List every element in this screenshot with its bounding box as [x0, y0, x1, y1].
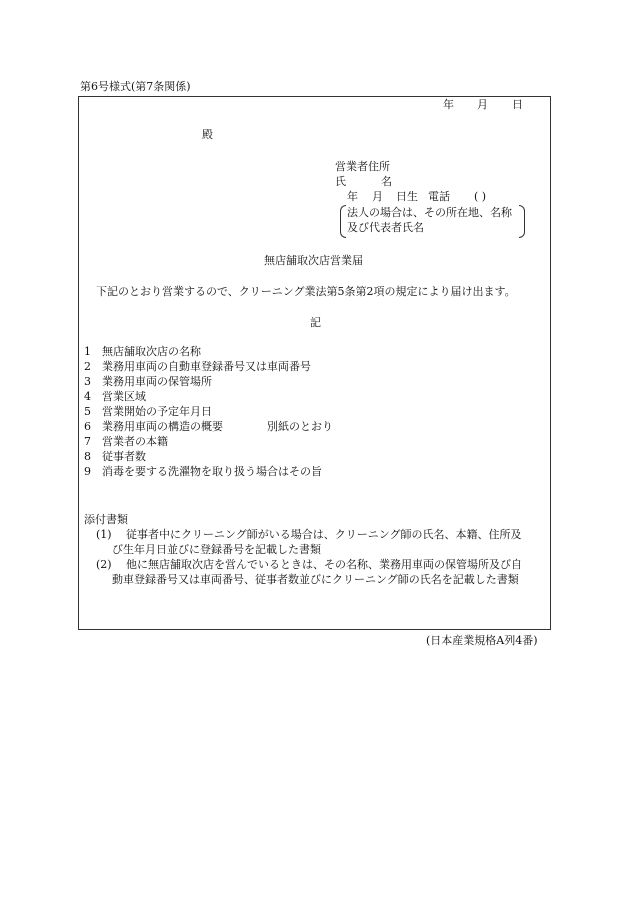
birth-month: 月: [372, 190, 383, 203]
list-item: 8 従事者数: [84, 450, 146, 463]
corp-note-line-1: 法人の場合は、その所在地、名称: [347, 206, 512, 219]
corp-note-left-bracket: [340, 205, 346, 238]
attachment-2-line-2: 動車登録番号又は車両番号、従事者数並びにクリーニング師の氏名を記載した書類: [112, 573, 519, 586]
corp-note-line-2: 及び代表者氏名: [347, 221, 424, 234]
document-title: 無店舗取次店営業届: [264, 254, 363, 267]
date-year: 年: [443, 98, 454, 111]
date-day: 日: [512, 98, 523, 111]
list-item: 1 無店舗取次店の名称: [84, 345, 201, 358]
body-text: 下記のとおり営業するので、クリーニング業法第5条第2項の規定により届け出ます。: [96, 285, 516, 298]
list-item: 7 営業者の本籍: [84, 435, 168, 448]
list-item: 9 消毒を要する洗濯物を取り扱う場合はその旨: [84, 465, 322, 478]
applicant-address-label: 営業者住所: [335, 160, 390, 173]
birth-year: 年: [347, 190, 358, 203]
applicant-name-label-2: 名: [381, 175, 392, 188]
applicant-name-label-1: 氏: [335, 175, 346, 188]
form-number: 第6号様式(第7条関係): [80, 80, 191, 93]
attachment-1-line-2: び生年月日並びに登録番号を記載した書類: [112, 543, 321, 556]
attachment-2-line-1: 他に無店舗取次店を営んでいるときは、その名称、業務用車両の保管場所及び自: [126, 558, 522, 571]
phone-label: 電話: [428, 190, 450, 203]
addressee-suffix: 殿: [202, 128, 213, 141]
ki-heading: 記: [310, 316, 321, 329]
attachment-2-number: (2): [96, 558, 112, 571]
paper-size-note: (日本産業規格A列4番): [426, 634, 538, 647]
list-item: 4 営業区域: [84, 390, 146, 403]
phone-parens: ( ): [474, 190, 487, 203]
list-item: 5 営業開始の予定年月日: [84, 405, 212, 418]
structure-note: 別紙のとおり: [267, 420, 333, 433]
list-item: 6 業務用車両の構造の概要: [84, 420, 223, 433]
attachment-1-line-1: 従事者中にクリーニング師がいる場合は、クリーニング師の氏名、本籍、住所及: [126, 528, 522, 541]
attachments-heading: 添付書類: [84, 513, 128, 526]
corp-note-right-bracket: [519, 205, 525, 238]
attachment-1-number: (1): [96, 528, 112, 541]
birth-day: 日生: [396, 190, 418, 203]
list-item: 3 業務用車両の保管場所: [84, 375, 212, 388]
date-month: 月: [477, 98, 488, 111]
list-item: 2 業務用車両の自動車登録番号又は車両番号: [84, 360, 311, 373]
